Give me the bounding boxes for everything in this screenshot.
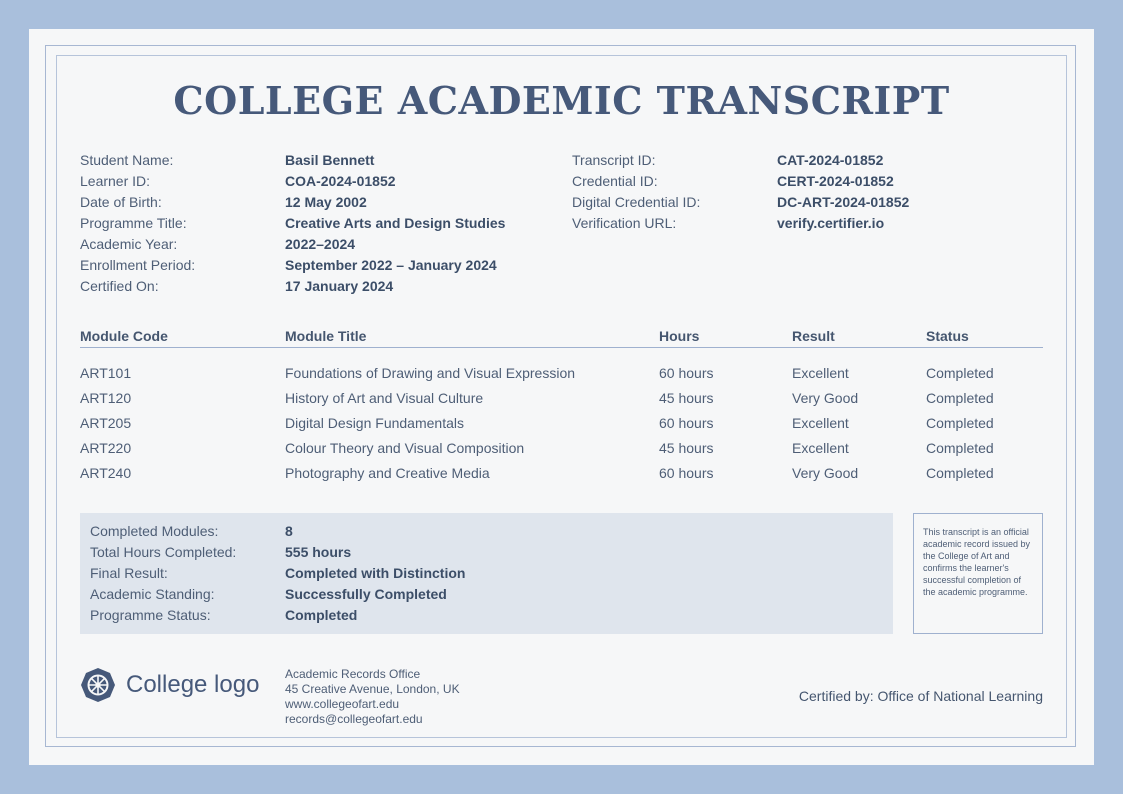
office-address	[285, 667, 460, 727]
summary-row-programme-status	[90, 607, 883, 628]
module-title-cell: Photography and Creative Media	[285, 465, 490, 481]
info-value: DC-ART-2024-01852	[777, 194, 910, 210]
module-title-cell: Colour Theory and Visual Composition	[285, 440, 525, 456]
column-header-hours: Hours	[659, 328, 700, 344]
office-name: Academic Records Office	[285, 667, 421, 681]
table-row	[80, 437, 1043, 462]
info-value: 12 May 2002	[285, 194, 367, 210]
info-label: Credential ID:	[572, 173, 658, 189]
info-label: Verification URL:	[572, 215, 677, 231]
summary-value: Completed with Distinction	[285, 565, 466, 581]
info-row-credential-id	[572, 171, 1042, 192]
info-row-enrollment-period	[80, 255, 560, 276]
summary-label: Programme Status:	[90, 607, 211, 623]
info-row-learner-id	[80, 171, 560, 192]
info-row-digital-credential-id	[572, 192, 1042, 213]
status-cell: Completed	[926, 415, 994, 431]
info-row-programme-title	[80, 213, 560, 234]
summary-label: Academic Standing:	[90, 586, 215, 602]
column-header-module-title: Module Title	[285, 328, 367, 344]
street-address: 45 Creative Avenue, London, UK	[285, 682, 460, 696]
summary-row-completed-modules	[90, 523, 883, 544]
info-label: Digital Credential ID:	[572, 194, 701, 210]
info-value: CAT-2024-01852	[777, 152, 884, 168]
info-row-academic-year	[80, 234, 560, 255]
status-cell: Completed	[926, 465, 994, 481]
table-row	[80, 387, 1043, 412]
hours-cell: 60 hours	[659, 415, 714, 431]
result-cell: Excellent	[792, 415, 849, 431]
info-label: Certified On:	[80, 278, 159, 294]
table-body	[80, 362, 1043, 487]
module-code-cell: ART220	[80, 440, 132, 456]
module-code-cell: ART205	[80, 415, 132, 431]
result-cell: Excellent	[792, 440, 849, 456]
result-cell: Very Good	[792, 465, 859, 481]
official-record-note: This transcript is an official academic record issued by the College of Art and confirms the learner's successful completion of the academic programme.	[913, 513, 1043, 634]
info-value: 2022–2024	[285, 236, 356, 252]
student-info	[80, 150, 560, 297]
module-code-cell: ART101	[80, 365, 132, 381]
info-row-date-of-birth	[80, 192, 560, 213]
verification-url-value: verify.certifier.io	[777, 215, 885, 231]
hours-cell: 45 hours	[659, 390, 714, 406]
info-label: Date of Birth:	[80, 194, 162, 210]
result-cell: Very Good	[792, 390, 859, 406]
summary-row-academic-standing	[90, 586, 883, 607]
summary-label: Completed Modules:	[90, 523, 219, 539]
certified-by: Certified by: Office of National Learning	[798, 688, 1043, 704]
info-label: Learner ID:	[80, 173, 151, 189]
info-row-certified-on	[80, 276, 560, 297]
document-title: COLLEGE ACADEMIC TRANSCRIPT	[173, 78, 950, 123]
column-header-module-code: Module Code	[80, 328, 168, 344]
website-link: www.collegeofart.edu	[285, 697, 400, 711]
gear-flower-icon	[80, 667, 116, 703]
module-code-cell: ART240	[80, 465, 132, 481]
column-header-status: Status	[926, 328, 969, 344]
info-row-transcript-id	[572, 150, 1042, 171]
column-header-result: Result	[792, 328, 835, 344]
info-value: 17 January 2024	[285, 278, 394, 294]
logo-text: College logo	[126, 671, 260, 698]
summary-row-total-hours	[90, 544, 883, 565]
info-label: Programme Title:	[80, 215, 187, 231]
info-value: Basil Bennett	[285, 152, 375, 168]
modules-table	[80, 325, 1043, 487]
info-row-verification-url	[572, 213, 1042, 234]
hours-cell: 45 hours	[659, 440, 714, 456]
summary-value: Completed	[285, 607, 358, 623]
module-title-cell: Digital Design Fundamentals	[285, 415, 464, 431]
table-row	[80, 362, 1043, 387]
hours-cell: 60 hours	[659, 465, 714, 481]
result-cell: Excellent	[792, 365, 849, 381]
info-row-student-name	[80, 150, 560, 171]
info-label: Student Name:	[80, 152, 174, 168]
info-label: Academic Year:	[80, 236, 178, 252]
summary-row-final-result	[90, 565, 883, 586]
summary-value: Successfully Completed	[285, 586, 447, 602]
summary-label: Total Hours Completed:	[90, 544, 237, 560]
summary-value: 8	[285, 523, 293, 539]
email-address: records@collegeofart.edu	[285, 712, 423, 726]
credential-info	[572, 150, 1042, 234]
info-label: Transcript ID:	[572, 152, 656, 168]
info-value: CERT-2024-01852	[777, 173, 894, 189]
status-cell: Completed	[926, 390, 994, 406]
table-row	[80, 462, 1043, 487]
info-value: September 2022 – January 2024	[285, 257, 497, 273]
summary-box	[80, 513, 893, 634]
module-code-cell: ART120	[80, 390, 132, 406]
status-cell: Completed	[926, 365, 994, 381]
college-logo	[80, 665, 259, 705]
module-title-cell: Foundations of Drawing and Visual Expression	[285, 365, 576, 381]
summary-value: 555 hours	[285, 544, 352, 560]
info-value: COA-2024-01852	[285, 173, 396, 189]
hours-cell: 60 hours	[659, 365, 714, 381]
status-cell: Completed	[926, 440, 994, 456]
info-value: Creative Arts and Design Studies	[285, 215, 506, 231]
table-header	[80, 325, 1043, 348]
module-title-cell: History of Art and Visual Culture	[285, 390, 484, 406]
summary-label: Final Result:	[90, 565, 168, 581]
info-label: Enrollment Period:	[80, 257, 196, 273]
table-row	[80, 412, 1043, 437]
